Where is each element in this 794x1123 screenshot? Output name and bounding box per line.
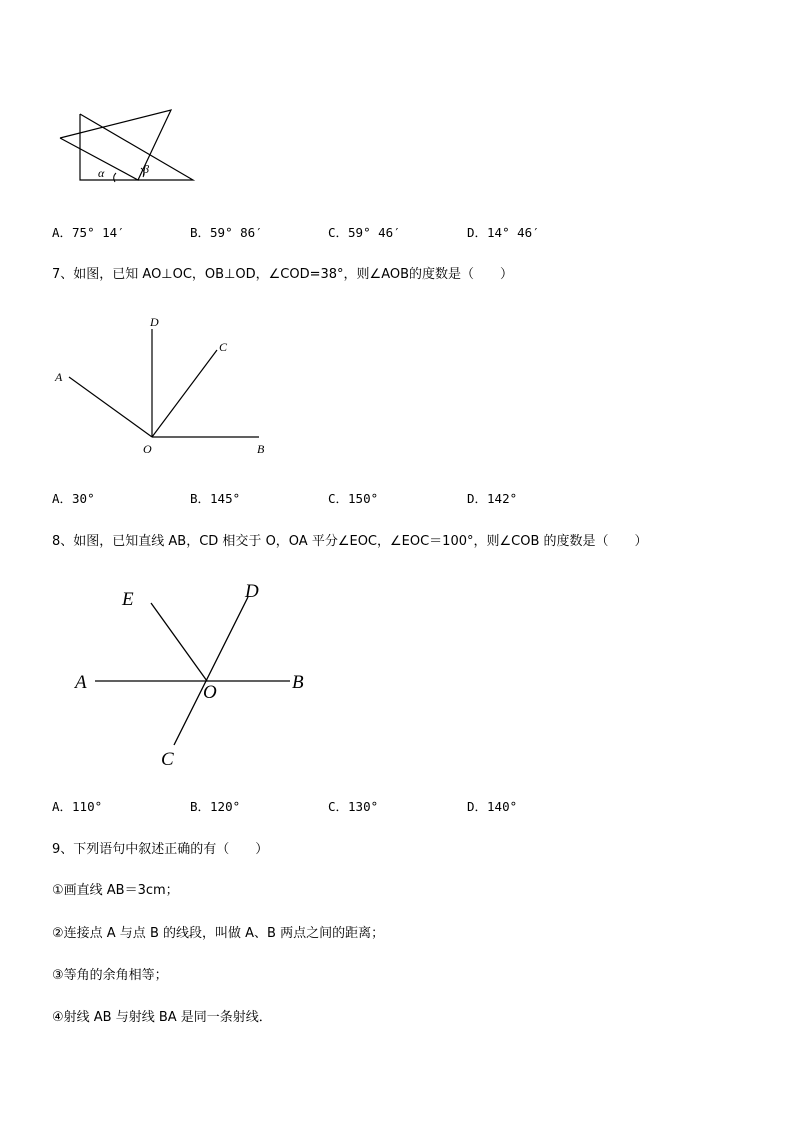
q9-item-4: ④射线 AB 与射线 BA 是同一条射线． [52, 1010, 272, 1025]
label-a: A [75, 672, 87, 693]
q7-figure [50, 310, 280, 460]
q7-option-c[interactable]: C．150° [328, 491, 379, 506]
q8-option-a[interactable]: A．110° [52, 799, 103, 814]
label-a: A [55, 370, 63, 384]
q8-stem: 8、如图，已知直线 AB，CD 相交于 O，OA 平分∠EOC，∠EOC＝100°，则∠COB 的度数是（ ） [52, 534, 648, 549]
q9-stem: 9、下列语句中叙述正确的有（ ） [52, 842, 269, 857]
q6-option-d[interactable]: D．14° 46′ [467, 225, 540, 240]
q9-item-3: ③等角的余角相等； [52, 968, 168, 983]
label-c: C [219, 340, 228, 354]
q8-option-d[interactable]: D．140° [467, 799, 518, 814]
q7-figure-svg [50, 310, 280, 460]
q9-item-1: ①画直线 AB＝3cm； [52, 883, 179, 898]
label-o: O [203, 682, 217, 703]
beta-label: β [143, 162, 149, 176]
label-b: B [257, 442, 265, 456]
q8-figure [70, 575, 320, 775]
q8-figure-svg [70, 575, 320, 775]
label-e: E [122, 589, 134, 610]
label-b: B [292, 672, 304, 693]
label-o: O [143, 442, 152, 456]
q7-stem: 7、如图，已知 AO⊥OC，OB⊥OD，∠COD=38°，则∠AOB的度数是（ ） [52, 267, 514, 282]
ray-oa [69, 377, 152, 437]
right-triangle [80, 114, 193, 180]
alpha-label: α [98, 166, 105, 180]
label-d: D [245, 581, 259, 602]
label-c: C [161, 749, 174, 770]
ray-oe [151, 603, 207, 681]
q6-option-a[interactable]: A．75° 14′ [52, 225, 125, 240]
label-d: D [150, 315, 159, 329]
q6-figure-svg [55, 105, 200, 185]
q7-option-a[interactable]: A．30° [52, 491, 95, 506]
obtuse-triangle [60, 110, 171, 180]
q7-option-b[interactable]: B．145° [190, 491, 241, 506]
ray-oc [152, 350, 217, 437]
q8-option-c[interactable]: C．130° [328, 799, 379, 814]
q7-option-d[interactable]: D．142° [467, 491, 518, 506]
line-cd [174, 597, 248, 745]
q6-option-c[interactable]: C．59° 46′ [328, 225, 401, 240]
alpha-arc [114, 173, 116, 182]
q6-figure [55, 105, 200, 185]
q9-item-2: ②连接点 A 与点 B 的线段，叫做 A、B 两点之间的距离； [52, 926, 385, 941]
q8-option-b[interactable]: B．120° [190, 799, 241, 814]
q6-option-b[interactable]: B．59° 86′ [190, 225, 263, 240]
